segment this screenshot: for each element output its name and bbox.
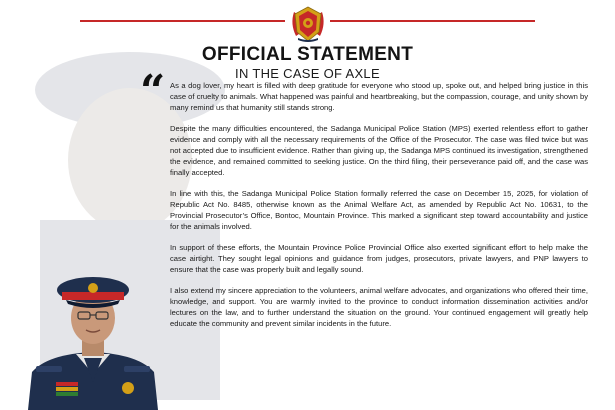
header-rule-left	[80, 20, 285, 22]
paragraph: In support of these efforts, the Mountain Province Police Provincial Office also exerted significant effort to help make the case airtight. They sought legal opinions and guidance from judges, prosecutors, private lawyers, and PNP lawyers to ensure that the case was properly built and legally sound.	[170, 243, 588, 274]
pnp-seal-icon	[288, 4, 328, 44]
paragraph: In line with this, the Sadanga Municipal Police Station formally referred the case on December 15, 2025, for violation of Republic Act No. 8485, otherwise known as the Animal Welfare Act, as amended by Republic Act No. 10631, to the Provincial Prosecutor’s Office, Bontoc, Mountain Province. This marked a significant step toward accountability and justice for the animals involved.	[170, 189, 588, 231]
paragraph: Despite the many difficulties encountered, the Sadanga Municipal Police Station (MPS) exerted relentless effort to gather evidence and comply with all the necessary requirements of the Office of the Prosecutor. The case was filed twice but was not accepted due to insufficient evidence. Rather than giving up, the Sadanga MPS continued its investigation, strengthened the evidence, and remained committed to seeking justice. On the third filing, their perseverance paid off, and the case was finally accepted.	[170, 124, 588, 177]
paragraph: As a dog lover, my heart is filled with deep gratitude for everyone who stood up, spoke out, and helped bring justice in this case of cruelty to animals. What happened was painful and heartbreaking, but the compassion, courage, and unity shown by many remind us that humanity still stands strong.	[170, 81, 588, 112]
page-title: OFFICIAL STATEMENT	[201, 44, 414, 65]
page-subtitle: IN THE CASE OF AXLE	[235, 66, 380, 81]
statement-body	[170, 80, 588, 339]
paragraph: I also extend my sincere appreciation to the volunteers, animal welfare advocates, and organizations who offered their time, knowledge, and support. You are warmly invited to the province to conduct information dissemination activities and/or lectures on the law, and to further understand the situation on the ground. Your continued engagement will greatly help educate the community and prevent similar incidents in the future.	[170, 286, 588, 328]
officer-portrait	[18, 262, 168, 410]
quote-open-icon: “	[140, 66, 166, 117]
header-rule-right	[330, 20, 535, 22]
